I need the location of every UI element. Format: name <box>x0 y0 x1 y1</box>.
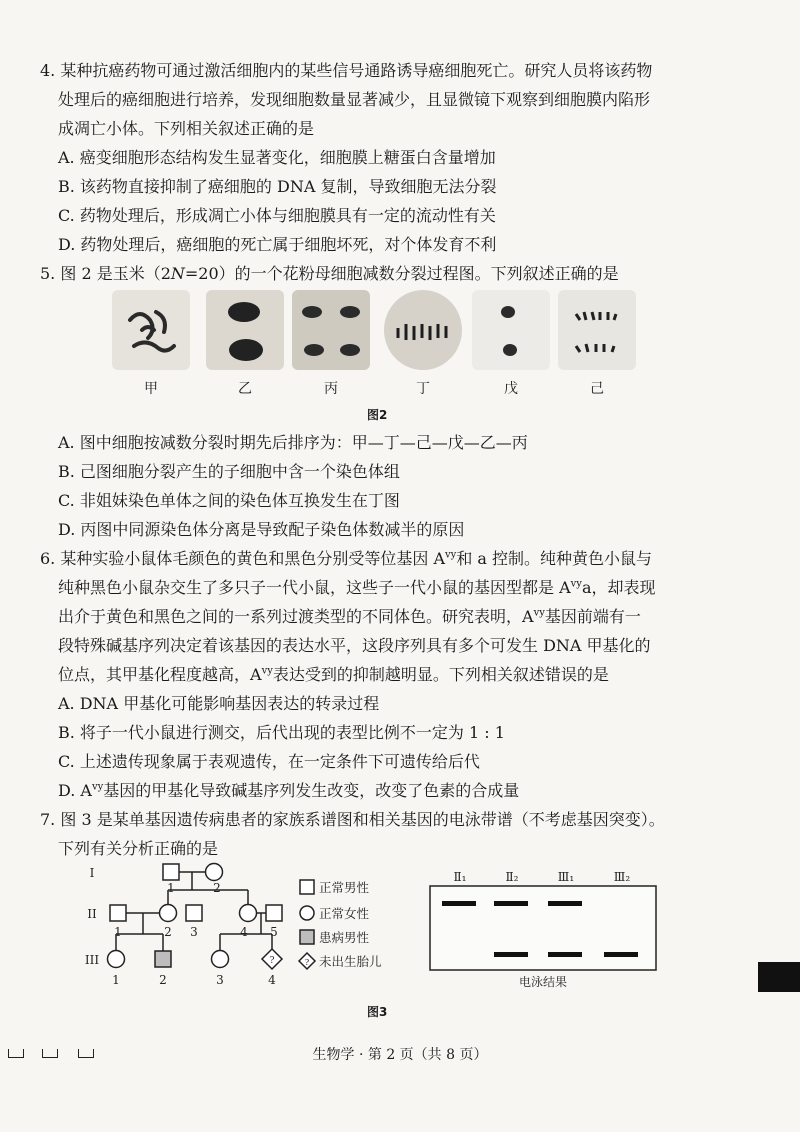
legend-affected-male-symbol <box>300 930 314 944</box>
q7-stem-line-1: 7. 图 3 是某单基因遗传病患者的家族系谱图和相关基因的电泳带谱（不考虑基因突变）。 <box>40 810 665 829</box>
micrograph-jia <box>112 290 190 370</box>
pedigree-num-I2: 2 <box>213 881 221 895</box>
pedigree-num-III1: 1 <box>112 973 120 987</box>
legend-fetus-question-mark: ? <box>304 958 310 967</box>
gel-lane-label-III2: Ⅲ₂ <box>613 870 631 884</box>
q4-stem-line-1: 4. 某种抗癌药物可通过激活细胞内的某些信号通路诱导癌细胞死亡。研究人员将该药物 <box>40 61 653 80</box>
gel-lane-label-II1: Ⅱ₁ <box>453 870 467 884</box>
q6-stem-line-3: 出介于黄色和黑色之间的一系列过渡类型的不同体色。研究表明，$A^{vy}$基因前端有一 <box>58 607 641 626</box>
micrograph-label-wu: 戊 <box>504 381 518 397</box>
q7-stem-line-2: 下列有关分析正确的是 <box>58 839 219 858</box>
micrograph-ji <box>558 290 636 370</box>
q6-stem-line-5: 位点，其甲基化程度越高，$A^{vy}$表达受到的抑制越明显。下列相关叙述错误的是 <box>58 665 609 684</box>
pedigree-num-III2: 2 <box>159 973 167 987</box>
gel-lane-label-II2: Ⅱ₂ <box>505 870 519 884</box>
pedigree-num-II3: 3 <box>190 925 198 939</box>
pedigree-num-II2: 2 <box>164 925 172 939</box>
q5-option-d: D. 丙图中同源染色体分离是导致配子染色体数减半的原因 <box>58 520 465 539</box>
figure-2-caption: 图2 <box>367 408 388 422</box>
q6-option-d: D. $A^{vy}$基因的甲基化导致碱基序列发生改变，改变了色素的合成量 <box>58 781 520 800</box>
micrograph-label-jia: 甲 <box>144 381 158 397</box>
micrograph-label-bing: 丙 <box>324 381 338 397</box>
pedigree-gen-label-3: III <box>84 953 100 967</box>
legend-normal-male-symbol <box>300 880 314 894</box>
q5-option-a: A. 图中细胞按减数分裂时期先后排序为：甲—丁—己—戊—乙—丙 <box>58 433 528 452</box>
q4-option-a: A. 癌变细胞形态结构发生显著变化，细胞膜上糖蛋白含量增加 <box>58 148 496 167</box>
pedigree-num-III4: 4 <box>268 973 276 987</box>
q4-stem-line-2: 处理后的癌细胞进行培养，发现细胞数量显著减少，且显微镜下观察到细胞膜内陷形 <box>58 90 651 109</box>
fetus-question-mark: ? <box>269 956 275 966</box>
page-footer: 生物学 · 第 2 页（共 8 页） <box>312 1047 488 1063</box>
electrophoresis-chart <box>424 866 664 996</box>
q5-stem: 5. 图 2 是玉米（2N=20）的一个花粉母细胞减数分裂过程图。下列叙述正确的是 <box>40 264 619 283</box>
pedigree-gen-label-2: II <box>87 907 97 921</box>
figure-3-caption: 图3 <box>367 1005 388 1019</box>
micrograph-label-ding: 丁 <box>416 381 430 397</box>
legend-normal-male: 正常男性 <box>319 880 370 895</box>
edge-marker <box>758 962 800 992</box>
micrograph-wu <box>472 290 550 370</box>
legend-normal-female: 正常女性 <box>319 906 370 921</box>
q6-option-b: B. 将子一代小鼠进行测交，后代出现的表型比例不一定为 1 : 1 <box>58 723 505 742</box>
micrograph-yi <box>206 290 284 370</box>
micrograph-label-yi: 乙 <box>238 381 252 397</box>
gel-lane-label-III1: Ⅲ₁ <box>557 870 575 884</box>
gel-caption: 电泳结果 <box>518 975 568 989</box>
pedigree-num-II4: 4 <box>240 925 248 939</box>
gel-band-II2-lower <box>494 952 528 957</box>
q6-stem-line-1: 6. 某种实验小鼠体毛颜色的黄色和黑色分别受等位基因 $A^{vy}$和 a 控制。纯种黄色小鼠与 <box>40 549 653 568</box>
pedigree-gen-label-1: I <box>89 866 95 880</box>
gel-band-III2-lower <box>604 952 638 957</box>
pedigree-num-I1: 1 <box>167 881 175 895</box>
q4-option-d: D. 药物处理后，癌细胞的死亡属于细胞坏死，对个体发育不利 <box>58 235 497 254</box>
micrograph-ding <box>384 290 462 370</box>
gel-band-III1-lower <box>548 952 582 957</box>
q5-option-b: B. 己图细胞分裂产生的子细胞中含一个染色体组 <box>58 462 400 481</box>
q4-option-c: C. 药物处理后，形成凋亡小体与细胞膜具有一定的流动性有关 <box>58 206 496 225</box>
micrograph-bing <box>292 290 370 370</box>
q4-option-b: B. 该药物直接抑制了癌细胞的 DNA 复制，导致细胞无法分裂 <box>58 177 497 196</box>
pedigree-num-III3: 3 <box>216 973 224 987</box>
pedigree-num-II5: 5 <box>270 925 278 939</box>
gel-band-II2-upper <box>494 901 528 906</box>
q4-stem-line-3: 成凋亡小体。下列相关叙述正确的是 <box>58 119 315 138</box>
q6-stem-line-4: 段特殊碱基序列决定着该基因的表达水平，这段序列具有多个可发生 DNA 甲基化的 <box>58 636 651 655</box>
legend-fetus: 未出生胎儿 <box>319 954 382 969</box>
gel-band-III1-upper <box>548 901 582 906</box>
pedigree-chart <box>80 858 420 998</box>
legend-normal-female-symbol <box>300 906 314 920</box>
q6-option-c: C. 上述遗传现象属于表观遗传，在一定条件下可遗传给后代 <box>58 752 480 771</box>
q5-option-c: C. 非姐妹染色单体之间的染色体互换发生在丁图 <box>58 491 400 510</box>
q6-option-a: A. DNA 甲基化可能影响基因表达的转录过程 <box>58 694 380 713</box>
gel-band-II1-upper <box>442 901 476 906</box>
pedigree-num-II1: 1 <box>114 925 122 939</box>
q6-stem-line-2: 纯种黑色小鼠杂交生了多只子一代小鼠，这些子一代小鼠的基因型都是 $A^{vy}a$，却表现 <box>58 578 656 597</box>
micrograph-label-ji: 己 <box>590 381 604 397</box>
legend-affected-male: 患病男性 <box>319 930 370 945</box>
